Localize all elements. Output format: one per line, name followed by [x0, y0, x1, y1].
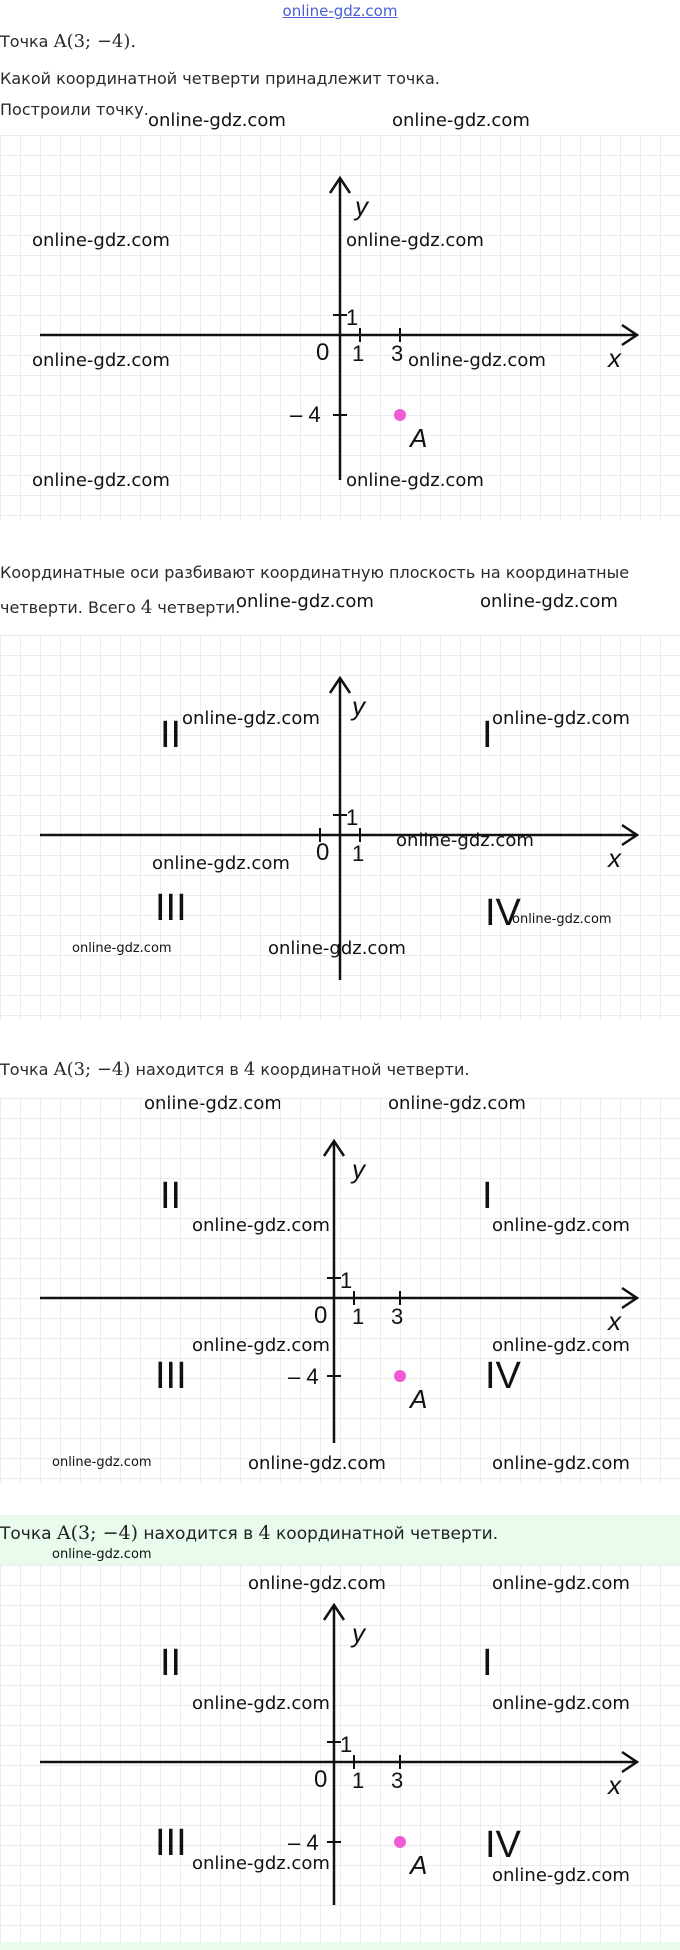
located-mid: находится в — [135, 1060, 239, 1079]
quadrant-3-label: III — [155, 1355, 187, 1397]
watermark: online-gdz.com — [72, 941, 172, 956]
answer-mid: находится в — [143, 1524, 254, 1544]
point-a — [394, 1370, 406, 1382]
watermark: online-gdz.com — [492, 1215, 630, 1236]
answer-prefix: Точка — [0, 1524, 52, 1544]
one-x-label: 1 — [352, 841, 365, 866]
y-label: y — [352, 1154, 365, 1184]
watermark: online-gdz.com — [396, 830, 534, 851]
coordinate-plane-3 — [0, 1098, 680, 1483]
point-a — [394, 1836, 406, 1848]
watermark: online-gdz.com — [182, 708, 320, 729]
one-x-label: 1 — [352, 341, 365, 366]
site-link[interactable]: online-gdz.com — [282, 2, 398, 20]
graph-panel-2 — [0, 635, 680, 1020]
watermark: online-gdz.com — [346, 470, 484, 491]
answer-point: A(3; −4) — [56, 1522, 139, 1544]
quadrant-1-label: I — [482, 1175, 493, 1217]
watermark: online-gdz.com — [192, 1215, 330, 1236]
watermark: online-gdz.com — [492, 1693, 630, 1714]
watermark: online-gdz.com — [32, 350, 170, 371]
watermark: online-gdz.com — [152, 853, 290, 874]
origin-label: 0 — [314, 1302, 328, 1329]
watermark: online-gdz.com — [248, 1453, 386, 1474]
quadrant-1-label: I — [482, 714, 493, 756]
watermark: online-gdz.com — [52, 1547, 152, 1562]
y-label: y — [352, 1618, 365, 1648]
watermark: online-gdz.com — [268, 938, 406, 959]
quadrant-3-label: III — [155, 887, 187, 929]
watermark: online-gdz.com — [236, 591, 374, 612]
one-y-label: 1 — [340, 1732, 353, 1757]
watermark: online-gdz.com — [192, 1853, 330, 1874]
watermark: online-gdz.com — [32, 470, 170, 491]
x-label: x — [608, 1770, 621, 1800]
quadrant-2-label: II — [160, 1642, 182, 1684]
three-label: 3 — [391, 341, 404, 366]
minus-four-label: – 4 — [288, 1364, 319, 1389]
watermark: online-gdz.com — [492, 1573, 630, 1594]
coordinate-plane-1 — [0, 135, 680, 520]
point-coordinates: A(3; −4). — [53, 31, 137, 52]
watermark: online-gdz.com — [346, 230, 484, 251]
point-a — [394, 409, 406, 421]
explain-number: 4 — [140, 597, 153, 618]
answer-number: 4 — [258, 1522, 271, 1544]
quadrant-4-label: IV — [485, 892, 521, 934]
x-label: x — [608, 843, 621, 873]
located-suffix: координатной четверти. — [260, 1060, 470, 1079]
graph-panel-1 — [0, 135, 680, 520]
point-a-label: A — [410, 1384, 428, 1414]
quadrant-2-label: II — [160, 714, 182, 756]
origin-label: 0 — [316, 839, 330, 866]
y-label: y — [355, 191, 368, 221]
answer-block — [0, 1515, 680, 1565]
one-x-label: 1 — [352, 1768, 365, 1793]
watermark: online-gdz.com — [148, 110, 286, 131]
answer-suffix: координатной четверти. — [276, 1524, 499, 1544]
three-label: 3 — [391, 1768, 404, 1793]
watermark: online-gdz.com — [392, 110, 530, 131]
located-statement — [0, 1052, 680, 1088]
point-a-label: A — [410, 1850, 428, 1880]
watermark: online-gdz.com — [408, 350, 546, 371]
explain-prefix: четверти. Всего — [0, 598, 136, 617]
located-prefix: Точка — [0, 1060, 49, 1079]
built-text: Построили точку. — [0, 100, 149, 119]
x-label: x — [608, 343, 621, 373]
watermark: online-gdz.com — [480, 591, 618, 612]
watermark: online-gdz.com — [248, 1573, 386, 1594]
watermark: online-gdz.com — [512, 912, 612, 927]
three-label: 3 — [391, 1304, 404, 1329]
watermark: online-gdz.com — [492, 1335, 630, 1356]
quadrant-1-label: I — [482, 1642, 493, 1684]
watermark: online-gdz.com — [492, 708, 630, 729]
quadrant-4-label: IV — [485, 1824, 521, 1866]
watermark: online-gdz.com — [492, 1453, 630, 1474]
one-y-label: 1 — [340, 1268, 353, 1293]
one-y-label: 1 — [346, 305, 359, 330]
explain-line-1: Координатные оси разбивают координатную плоскость на координатные — [0, 563, 630, 582]
quadrant-2-label: II — [160, 1175, 182, 1217]
watermark: online-gdz.com — [492, 1865, 630, 1886]
watermark: online-gdz.com — [192, 1335, 330, 1356]
quadrant-3-label: III — [155, 1822, 187, 1864]
watermark: online-gdz.com — [52, 1455, 152, 1470]
watermark: online-gdz.com — [192, 1693, 330, 1714]
graph-panel-4 — [0, 1565, 680, 1942]
located-point: A(3; −4) — [53, 1059, 131, 1080]
point-a-label: A — [410, 423, 428, 453]
minus-four-label: – 4 — [290, 402, 321, 427]
coordinate-plane-2 — [0, 635, 680, 1020]
quadrant-4-label: IV — [485, 1355, 521, 1397]
origin-label: 0 — [314, 1766, 328, 1793]
point-statement — [0, 24, 680, 60]
located-number: 4 — [243, 1059, 256, 1080]
x-label: x — [608, 1306, 621, 1336]
graph-panel-3 — [0, 1098, 680, 1483]
one-x-label: 1 — [352, 1304, 365, 1329]
bottom-band — [0, 1942, 680, 1950]
point-statement-prefix: Точка — [0, 32, 49, 51]
y-label: y — [352, 691, 365, 721]
question-text: Какой координатной четверти принадлежит точка. — [0, 69, 440, 88]
origin-label: 0 — [316, 339, 330, 366]
one-y-label: 1 — [346, 805, 359, 830]
minus-four-label: – 4 — [288, 1830, 319, 1855]
explain-suffix: четверти. — [157, 598, 241, 617]
watermark: online-gdz.com — [32, 230, 170, 251]
